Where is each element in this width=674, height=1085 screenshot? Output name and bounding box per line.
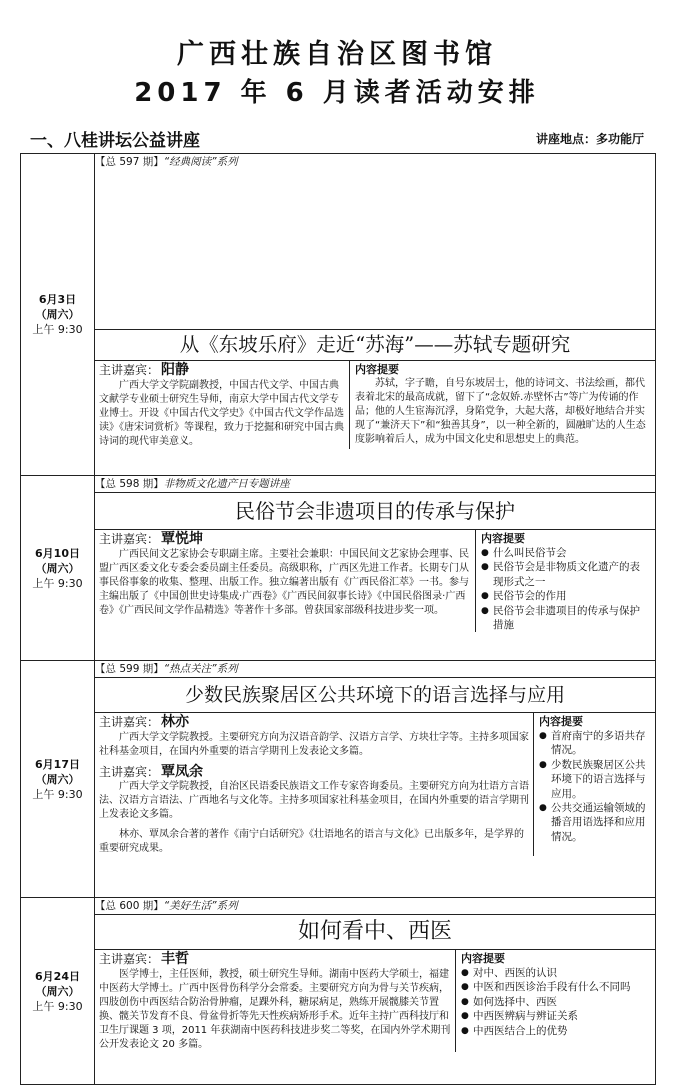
session-row — [21, 154, 656, 330]
session-weekday: （周六） — [35, 308, 80, 321]
session-row — [21, 661, 656, 678]
speaker-bio: 医学博士，主任医师，教授，硕士研究生导师。湖南中医药大学硕士，福建中医药大学博士。广西中医骨伤科学分会常委。主要研究方向为骨与关节疾病，四肢创伤中西医结合防治骨肿瘤，足踝外科，糖尿病足，熟练开展髋膝关节置换、髋关节发育不良、骨盆骨折等先天性疾病矫形手术。近年主持广西科技厅和卫生厅课题 3 项，2011 年获湖南中医药科技进步奖二等奖，在国内外学术期刊公开发表论文 20 多篇。 — [99, 968, 451, 1050]
content-point: ● 公共交通运输领域的播音用语选择和应用情况。 — [539, 801, 650, 844]
speaker-bio: 广西民间文艺家协会专职副主席。主要社会兼职：中国民间文艺家协会理事、民盟广西区委文化专委会委员副主任委员。高级职称，广西区先进工作者。长期专门从事民俗事象的收集、整理、出版工作。独立编著出版有《广西民俗汇萃》一书。参与主编出版了《中国创世史诗集成·广西卷》《广西民间叙事长诗》《中国民俗图录·广西卷》《广西民间文学作品精选》等著作十多部。曾获国家部级科技进步奖一项。 — [99, 548, 469, 616]
session-series: “经典阅读”系列 — [163, 156, 238, 168]
session-date-cell — [21, 661, 95, 898]
content-points — [481, 546, 650, 632]
session-issue-bar — [95, 476, 656, 493]
content-point: ● 首府南宁的多语共存情况。 — [539, 729, 650, 758]
session-date-cell — [21, 898, 95, 1085]
speaker-bio: 广西大学文学院教授，自治区民语委民族语文工作专家咨询委员。主要研究方向为壮语方言语法、汉语方言语法、广西地名与文化等。主持多项国家社科基金项目，在国内外重要的语言学期刊上发表论文多篇。 — [99, 781, 529, 821]
content-point: ● 民俗节会的作用 — [481, 589, 650, 603]
session-date-cell — [21, 476, 95, 661]
session-date: 6月17日 — [35, 757, 80, 771]
content-summary — [456, 950, 655, 1038]
joint-work-note: 林亦、覃凤余合著的著作《南宁白话研究》《壮语地名的语言与文化》已出版多年，是学界的重要研究成果。 — [99, 829, 524, 855]
session-row — [21, 898, 656, 915]
content-heading: 内容提要 — [355, 363, 399, 376]
session-issue: 【总 599 期】 — [95, 663, 164, 675]
session-title-row — [21, 678, 656, 713]
speaker-line — [95, 713, 533, 731]
lecture-location: 讲座地点：多功能厅 — [535, 132, 644, 146]
speaker-line — [95, 759, 533, 781]
session-body-row — [21, 361, 656, 476]
speaker-name: 阳静 — [161, 362, 190, 378]
session-body-row — [21, 530, 656, 661]
session-time: 上午 9:30 — [32, 576, 83, 590]
speaker-bio: 广西大学文学院教授。主要研究方向为汉语音韵学、汉语方言学、方块壮字等。主持多项国家社科基金项目，在国内外重要的语言学期刊上发表论文多篇。 — [99, 731, 529, 757]
speaker-label: 主讲嘉宾： — [99, 715, 160, 729]
session-weekday: （周六） — [35, 984, 80, 998]
lecture-title: 从《东坡乐府》走近“苏海”——苏轼专题研究 — [95, 330, 656, 361]
content-point: ● 民俗节会非遗项目的传承与保护措施 — [481, 604, 650, 633]
session-issue: 【总 600 期】 — [95, 900, 164, 912]
session-issue-bar — [95, 898, 656, 915]
session-body-row — [21, 950, 656, 1085]
content-point: ● 对中、西医的认识 — [461, 966, 650, 980]
session-series: “热点关注”系列 — [163, 663, 238, 675]
content-points — [461, 966, 650, 1038]
speaker-line — [95, 530, 475, 548]
speaker-name: 丰哲 — [161, 951, 190, 967]
speaker-label: 主讲嘉宾： — [99, 363, 160, 377]
session-time: 上午 9:30 — [32, 999, 83, 1013]
session-series: “美好生活”系列 — [163, 900, 238, 912]
content-summary — [534, 713, 655, 844]
session-title-row — [21, 915, 656, 950]
content-point: ● 什么叫民俗节会 — [481, 546, 650, 560]
session-weekday: （周六） — [35, 772, 80, 786]
content-point: ● 中医和西医诊治手段有什么不同吗 — [461, 980, 650, 994]
session-date: 6月3日 — [38, 293, 77, 306]
speaker-label: 主讲嘉宾： — [99, 952, 160, 966]
speaker-label: 主讲嘉宾： — [99, 764, 160, 779]
content-point: ● 少数民族聚居区公共环境下的语言选择与应用。 — [539, 758, 650, 801]
content-heading: 内容提要 — [539, 715, 583, 728]
section-heading: 一、八桂讲坛公益讲座 — [30, 131, 200, 151]
session-title-row — [21, 330, 656, 361]
content-text: 苏轼，字子瞻，自号东坡居士，他的诗词文、书法绘画，都代表着北宋的最高成就，留下了“念奴娇.赤壁怀古”等广为传诵的作品；他的人生宦海沉浮，身陷党争，大起大落，却极好地结合并实现了“兼济天下”和“独善其身”，以一种全新的，圆融旷达的人生态度影响着后人，成为中国文化史和思想史上的典范。 — [355, 378, 646, 445]
schedule-table — [20, 153, 656, 1085]
session-date: 6月24日 — [35, 969, 80, 983]
lecture-title: 少数民族聚居区公共环境下的语言选择与应用 — [95, 678, 656, 713]
session-date-cell — [21, 154, 95, 476]
session-series: 非物质文化遗产日专题讲座 — [163, 478, 290, 490]
session-issue: 【总 597 期】 — [95, 156, 164, 168]
session-time: 上午 9:30 — [32, 787, 83, 801]
content-point: ● 民俗节会是非物质文化遗产的表现形式之一 — [481, 560, 650, 589]
speaker-line — [95, 361, 349, 379]
page-title: 广西壮族自治区图书馆 — [177, 39, 497, 70]
session-time: 上午 9:30 — [32, 323, 83, 336]
speaker-name: 覃悦坤 — [161, 531, 204, 547]
content-heading: 内容提要 — [461, 952, 505, 965]
session-row — [21, 476, 656, 493]
content-summary — [476, 530, 655, 632]
speaker-name: 覃凤余 — [161, 763, 204, 780]
speaker-bio: 广西大学文学院副教授，中国古代文学、中国古典文献学专业硕士研究生导师，南京大学中国古代文学专业博士。开设《中国古代文学史》《中国古代文学作品选读》《唐宋词赏析》等课程，致力于挖掘和研究中国古典诗词的现代审美意义。 — [99, 379, 344, 447]
content-point: ● 中西医辨病与辨证关系 — [461, 1009, 650, 1023]
content-point: ● 如何选择中、西医 — [461, 995, 650, 1009]
session-title-row — [21, 493, 656, 530]
content-points — [539, 729, 650, 844]
lecture-title: 民俗节会非遗项目的传承与保护 — [95, 493, 656, 530]
speaker-name: 林亦 — [161, 714, 190, 730]
session-date: 6月10日 — [35, 546, 80, 560]
session-issue: 【总 598 期】 — [95, 478, 164, 490]
page-subtitle: 2017 年 6 月读者活动安排 — [134, 78, 540, 108]
session-issue-bar — [95, 661, 656, 678]
session-weekday: （周六） — [35, 561, 80, 575]
content-summary — [350, 361, 655, 447]
session-body-row — [21, 713, 656, 898]
content-heading: 内容提要 — [481, 532, 525, 545]
session-issue-bar — [95, 154, 656, 330]
content-point: ● 中西医结合上的优势 — [461, 1024, 650, 1038]
speaker-line — [95, 950, 455, 968]
lecture-title: 如何看中、西医 — [95, 915, 656, 950]
speaker-label: 主讲嘉宾： — [99, 532, 160, 546]
